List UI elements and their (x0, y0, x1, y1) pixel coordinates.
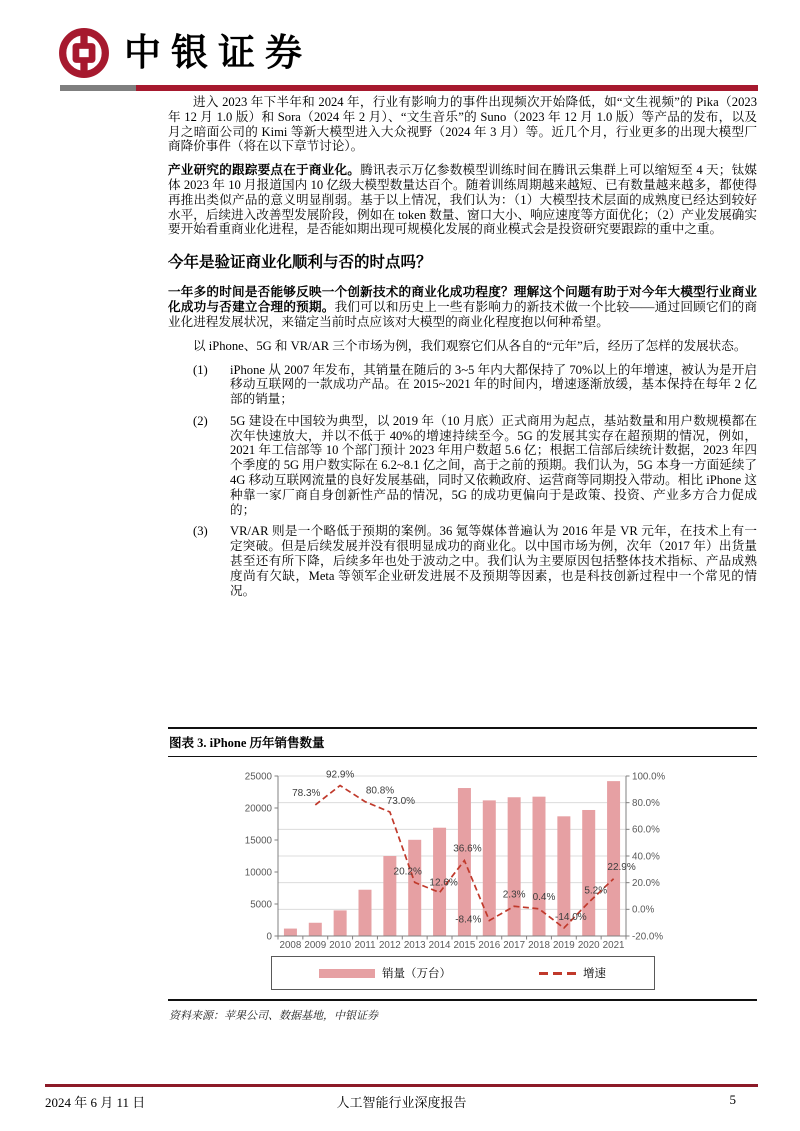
svg-text:2011: 2011 (353, 940, 376, 951)
header (58, 27, 312, 79)
svg-text:25000: 25000 (244, 771, 272, 783)
iphone-sales-chart (168, 757, 757, 954)
header-rule-gray (60, 85, 136, 91)
svg-text:2010: 2010 (328, 940, 351, 951)
svg-text:36.6%: 36.6% (452, 843, 482, 855)
svg-text:2.3%: 2.3% (502, 889, 526, 901)
list-marker: (3) (193, 524, 208, 539)
section-heading: 今年是验证商业化顺利与否的时点吗？ (168, 254, 432, 272)
brand-name: 中银证券 (124, 32, 312, 74)
svg-text:-14.0%: -14.0% (554, 912, 587, 923)
svg-text:73.0%: 73.0% (386, 796, 415, 807)
svg-text:2015: 2015 (453, 940, 475, 951)
boc-logo-icon (58, 27, 110, 79)
figure-block (168, 727, 757, 1029)
source-note: 资料来源：苹果公司、数据基地，中银证券 (169, 1010, 378, 1022)
svg-text:2018: 2018 (527, 940, 550, 951)
paragraph-commercialization: 产业研究的跟踪要点在于商业化。腾讯表示万亿参数模型训练时间在腾讯云集群上可以缩短至 4 天；钛媒体 2023 年 10 月报道国内 10 亿级大模型数量达百个。随着训练周期越来越短、已有数量越来越多，都使得再推出类似产品的意义明显削弱。基于以上情况，我们认为：（1）大模型技术层面的成熟度已经达到较好水平，后续进入改善型发展阶段，例如在 token 数量、窗口大小、响应速度等方面优化；（2）产业发展确实要开始看重商业化进程，是否能如期出现可规模化发展的商业模式会是投资研究要跟踪的重中之重。 (168, 163, 757, 237)
svg-text:0.0%: 0.0% (631, 904, 654, 916)
svg-text:60.0%: 60.0% (631, 824, 660, 836)
list-marker: (2) (193, 413, 208, 428)
list-item (168, 414, 757, 518)
legend-item-growth (539, 965, 606, 981)
svg-text:0.4%: 0.4% (532, 891, 555, 903)
footer-rule (45, 1084, 758, 1087)
figure-title: 图表 3. iPhone 历年销售数量 (168, 727, 757, 757)
svg-text:2008: 2008 (279, 940, 301, 951)
svg-text:2017: 2017 (502, 940, 525, 951)
svg-text:78.3%: 78.3% (291, 787, 320, 799)
svg-text:2012: 2012 (378, 940, 401, 951)
legend-sales-label: 销量（万台） (382, 968, 451, 980)
svg-text:92.9%: 92.9% (325, 769, 354, 781)
svg-text:20.0%: 20.0% (631, 878, 660, 890)
list-marker: (1) (193, 362, 208, 377)
page-number: 5 (729, 1092, 736, 1107)
list-item (168, 524, 757, 598)
chart-canvas (238, 762, 688, 954)
svg-text:2021: 2021 (602, 940, 624, 951)
svg-text:20000: 20000 (244, 803, 272, 815)
svg-text:40.0%: 40.0% (631, 851, 660, 863)
svg-text:15000: 15000 (244, 835, 272, 847)
svg-text:12.6%: 12.6% (428, 877, 458, 889)
legend-growth-label: 增速 (583, 968, 606, 980)
body-text (168, 95, 757, 723)
list-item (168, 363, 757, 407)
header-rule-red (136, 85, 758, 91)
list-text: 5G 建设在中国较为典型，以 2019 年（10 月底）正式商用为起点，基站数量和用户数规模都在次年快速放大，并以不低于 40%的增速持续至今。5G 的发展其实存在超预期的情况，例如，2021 年工信部等 10 个部门预计 2023 年用户数超 5.6 亿；根据工信部后续统计数据，2023 年四个季度的 5G 用户数实际在 6.2~8.1 亿之间，高于之前的预期。我们认为，5G 本身一方面延续了 4G 移动互联网流量的良好发展基础，同时又依赖政府、运营商等同期投入带动。相比 iPhone 这种靠一家厂商自身创新性产品的情况，5G 的成功更偏向于是政策、投资、产业多方合力促成的； (230, 413, 757, 517)
legend-bar-swatch-icon (319, 969, 375, 978)
legend-dash-swatch-icon (539, 972, 576, 975)
svg-text:100.0%: 100.0% (631, 771, 665, 783)
svg-text:2020: 2020 (577, 940, 600, 951)
svg-text:80.0%: 80.0% (631, 798, 660, 810)
svg-text:2009: 2009 (303, 940, 326, 951)
svg-text:5000: 5000 (249, 899, 272, 911)
list-text: VR/AR 则是一个略低于预期的案例。36 氪等媒体普遍认为 2016 年是 VR 元年，在技术上有一定突破。但是后续发展并没有很明显成功的商业化。以中国市场为例，次年（2017 年）出货量甚至还有所下降，后续多年也处于波动之中。我们认为主要原因包括整体技术指标、产品成熟度尚有欠缺，Meta 等领军企业研发进展不及预期等因素，也是科技创新过程中一个常见的情况。 (230, 524, 757, 598)
svg-text:20.2%: 20.2% (393, 866, 422, 878)
chart-legend (271, 956, 655, 990)
paragraph-examples: 以 iPhone、5G 和 VR/AR 三个市场为例，我们观察它们从各自的“元年”后，经历了怎样的发展状态。 (193, 338, 747, 353)
svg-text:10000: 10000 (244, 867, 272, 879)
legend-item-sales (319, 965, 451, 981)
list-text: iPhone 从 2007 年发布，其销量在随后的 3~5 年内大都保持了 70%以上的年增速，被认为是开启移动互联网的一款成功产品。在 2015~2021 年的时间内，增速逐渐放缓，基本保持在每年 2 亿部的销量； (230, 362, 757, 407)
paragraph-lead-bold: 产业研究的跟踪要点在于商业化。 (168, 163, 361, 178)
paragraph-question-bold: 一年多的时间是否能够反映一个创新技术的商业化成功程度？理解这个问题有助于对今年大模型行业商业化成功与否建立合理的预期。 (168, 285, 757, 315)
svg-text:2016: 2016 (477, 940, 500, 951)
svg-text:80.8%: 80.8% (365, 785, 394, 797)
footer-date: 2024 年 6 月 11 日 (45, 1095, 146, 1110)
svg-text:-20.0%: -20.0% (631, 931, 663, 943)
header-rule (60, 85, 758, 91)
svg-text:-8.4%: -8.4% (454, 914, 481, 926)
footer-report-title: 人工智能行业深度报告 (336, 1095, 467, 1110)
svg-text:22.9%: 22.9% (606, 861, 636, 873)
paragraph-intro: 进入 2023 年下半年和 2024 年，行业有影响力的事件出现频次开始降低，如“文生视频”的 Pika（2023 年 12 月 1.0 版）和 Sora（2024 年 2 月）、“文生音乐”的 Suno（2023 年 12 月 1.0 版）等产品的发布，以及月之暗面公司的 Kimi 等新大模型进入大众视野（2024 年 3 月）等。近几个月，行业更多的出现大模型厂商降价事件（将在以下章节讨论）。 (168, 95, 757, 154)
svg-text:2013: 2013 (403, 940, 426, 951)
svg-text:2014: 2014 (428, 940, 450, 951)
svg-text:5.2%: 5.2% (583, 885, 607, 897)
paragraph-question: 一年多的时间是否能够反映一个创新技术的商业化成功程度？理解这个问题有助于对今年大模型行业商业化成功与否建立合理的预期。我们可以和历史上一些有影响力的新技术做一个比较——通过回顾它们的商业化进程发展状况，来锚定当前时点应该对大模型的商业化程度抱以何种希望。 (168, 285, 757, 329)
svg-text:2019: 2019 (552, 940, 575, 951)
svg-text:0: 0 (266, 931, 272, 943)
